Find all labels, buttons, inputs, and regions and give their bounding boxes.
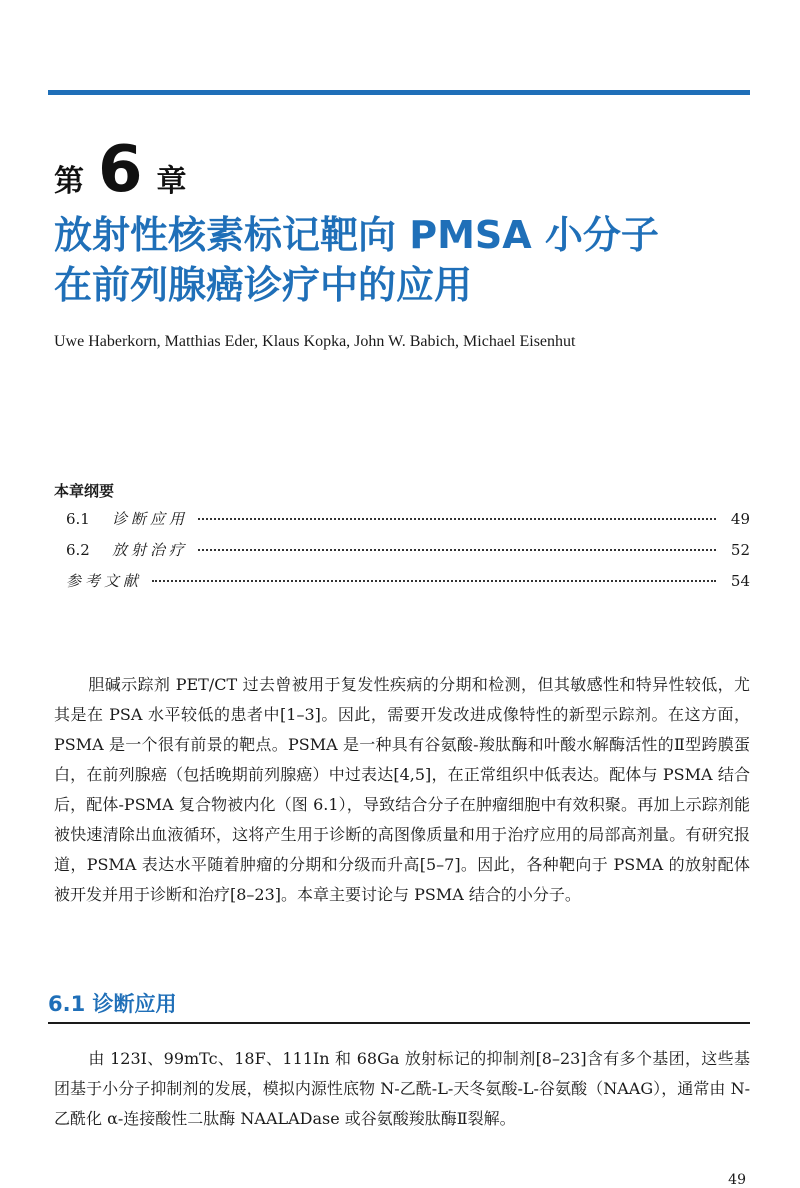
section-rule [48, 1022, 750, 1024]
toc-item-label: 诊断应用 [112, 510, 189, 528]
top-rule [48, 90, 750, 95]
body-paragraph-2 [54, 1044, 750, 1134]
chapter-title-line2: 在前列腺癌诊疗中的应用 [54, 263, 473, 307]
toc-item-number: 6.2 [66, 541, 90, 559]
chapter-title [54, 210, 754, 310]
toc-item-label: 参考文献 [66, 572, 143, 590]
section-heading: 6.1 诊断应用 [48, 992, 177, 1016]
toc-leader-dots [152, 580, 716, 582]
body-paragraph-1 [54, 670, 750, 910]
body-paragraph-1-text: 胆碱示踪剂 PET/CT 过去曾被用于复发性疾病的分期和检测，但其敏感性和特异性较低，尤其是在 PSA 水平较低的患者中[1–3]。因此，需要开发改进成像特性的新型示踪剂。在这方面，PSMA 是一个很有前景的靶点。PSMA 是一种具有谷氨酸-羧肽酶和叶酸水解酶活性的Ⅱ型跨膜蛋白，在前列腺癌（包括晚期前列腺癌）中过表达[4,5]，在正常组织中低表达。配体与 PSMA 结合后，配体-PSMA 复合物被内化（图 6.1），导致结合分子在肿瘤细胞中有效积聚。再加上示踪剂能被快速清除出血液循环，这将产生用于诊断的高图像质量和用于治疗应用的局部高剂量。有研究报道，PSMA 表达水平随着肿瘤的分期和分级而升高[5–7]。因此，各种靶向于 PSMA 的放射配体被开发并用于诊断和治疗[8–23]。本章主要讨论与 PSMA 结合的小分子。 [54, 675, 750, 904]
page-number: 49 [728, 1172, 746, 1188]
chapter-label [54, 133, 187, 207]
toc-item[interactable] [66, 570, 750, 601]
toc-item-page: 52 [730, 541, 750, 559]
chapter-prefix: 第 [54, 164, 84, 199]
authors: Uwe Haberkorn, Matthias Eder, Klaus Kopka, John W. Babich, Michael Eisenhut [54, 333, 576, 350]
chapter-title-line1: 放射性核素标记靶向 PMSA 小分子 [54, 213, 659, 257]
toc-item[interactable] [66, 539, 750, 570]
toc-item-page: 54 [730, 572, 750, 590]
table-of-contents [66, 508, 750, 601]
toc-leader-dots [198, 518, 716, 520]
toc-item-page: 49 [730, 510, 750, 528]
body-paragraph-2-text: 由 123I、99mTc、18F、111In 和 68Ga 放射标记的抑制剂[8–23]含有多个基团，这些基团基于小分子抑制剂的发展，模拟内源性底物 N-乙酰-L-天冬氨酸-L-谷氨酸（NAAG），通常由 N-乙酰化 α-连接酸性二肽酶 NAALADase 或谷氨酸羧肽酶Ⅱ裂解。 [54, 1049, 750, 1128]
toc-item-label: 放射治疗 [112, 541, 189, 559]
toc-item[interactable] [66, 508, 750, 539]
toc-item-number: 6.1 [66, 510, 90, 528]
chapter-suffix: 章 [156, 164, 187, 199]
chapter-number: 6 [98, 133, 143, 207]
toc-title: 本章纲要 [54, 482, 115, 500]
toc-leader-dots [198, 549, 716, 551]
